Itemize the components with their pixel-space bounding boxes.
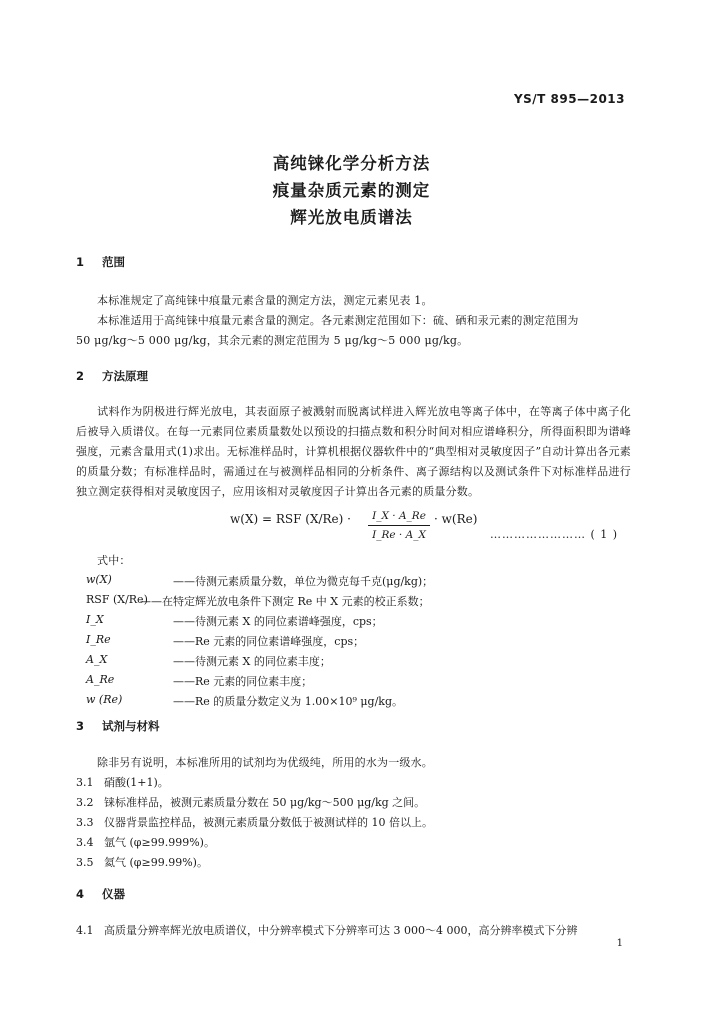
item-number: 3.3: [76, 816, 94, 829]
fraction-bar: [368, 525, 430, 526]
item-number: 3.5: [76, 856, 94, 869]
principle-text: 试料作为阴极进行辉光放电，其表面原子被溅射而脱离试样进入辉光放电等离子体中，在等离子体中离子化后被导入质谱仪。在每一元素同位素质量数处以预设的扫描点数和积分时间对相应谱峰积分，所得面积即为谱峰强度，元素含量用式(1)求出。无标准样品时，计算机根据仪器软件中的“典型相对灵敏度因子”自动计算出各元素的质量分数；有标准样品时，需通过在与被测样品相同的分析条件、离子源结构以及测试条件下对标准样品进行独立测定获得相对灵敏度因子，应用该相对灵敏度因子计算出各元素的质量分数。: [76, 405, 631, 498]
def-symbol-ax: A_X: [86, 653, 108, 666]
section-title: 仪器: [102, 887, 125, 901]
formula-denominator: I_Re · A_X: [372, 529, 426, 541]
list-item: [76, 814, 433, 830]
item-number: 3.1: [76, 776, 94, 789]
list-item: [76, 794, 425, 810]
def-symbol-rsf: RSF (X/Re): [86, 593, 148, 606]
def-symbol-wx: w(X): [86, 573, 112, 586]
list-item: [76, 834, 215, 850]
document-title-line-2: 痕量杂质元素的测定: [272, 181, 431, 200]
def-symbol-ire: I_Re: [86, 633, 111, 646]
def-desc-ax: ——待测元素 X 的同位素丰度；: [173, 655, 331, 668]
list-item: [76, 922, 577, 938]
formula-numerator: I_X · A_Re: [372, 510, 426, 522]
section-2-heading: [76, 368, 148, 384]
formula-lhs: w(X) = RSF (X/Re) ·: [230, 512, 351, 526]
def-desc-ire: ——Re 元素的同位素谱峰强度，cps；: [173, 635, 365, 648]
page-number: 1: [616, 938, 623, 949]
list-item: [76, 774, 169, 790]
item-number: 3.4: [76, 836, 94, 849]
standard-number: YS/T 895—2013: [513, 92, 625, 106]
item-text: 铼标准样品，被测元素质量分数在 50 μg/kg～500 μg/kg 之间。: [104, 796, 426, 809]
def-symbol-ix: I_X: [86, 613, 104, 626]
item-number: 4.1: [76, 924, 94, 937]
scope-paragraph-2-cont: 50 μg/kg～5 000 μg/kg，其余元素的测定范围为 5 μg/kg～5 000 μg/kg。: [76, 334, 469, 347]
def-symbol-are: A_Re: [86, 673, 115, 686]
document-title-line-1: 高纯铼化学分析方法: [272, 154, 431, 173]
formula-number: …………………… ( 1 ): [490, 528, 619, 541]
def-desc-are: ——Re 元素的同位素丰度；: [173, 675, 313, 688]
item-text: 氦气 (φ≥99.99%)。: [104, 856, 208, 869]
item-text: 硝酸(1+1)。: [104, 776, 169, 789]
item-text: 氩气 (φ≥99.999%)。: [104, 836, 215, 849]
def-desc-rsf: ——在特定辉光放电条件下测定 Re 中 X 元素的校正系数；: [140, 595, 430, 608]
section-title: 范围: [102, 255, 125, 269]
item-number: 3.2: [76, 796, 94, 809]
def-symbol-wre: w (Re): [86, 693, 123, 706]
scope-paragraph-1: 本标准规定了高纯铼中痕量元素含量的测定方法，测定元素见表 1。: [97, 294, 433, 307]
item-text: 仪器背景监控样品，被测元素质量分数低于被测试样的 10 倍以上。: [104, 816, 433, 829]
def-desc-wre: ——Re 的质量分数定义为 1.00×10⁹ μg/kg。: [173, 695, 404, 708]
list-item: [76, 854, 208, 870]
where-label: 式中：: [97, 554, 131, 567]
section-4-heading: [76, 886, 125, 902]
section-1-heading: [76, 254, 125, 270]
section-number: 3: [76, 719, 85, 733]
scope-paragraph-2: 本标准适用于高纯铼中痕量元素含量的测定。各元素测定范围如下：硫、硒和汞元素的测定范围为: [97, 314, 579, 327]
section-number: 1: [76, 255, 85, 269]
reagents-intro: 除非另有说明，本标准所用的试剂均为优级纯，所用的水为一级水。: [97, 756, 433, 769]
item-text: 高质量分辨率辉光放电质谱仪，中分辨率模式下分辨率可达 3 000～4 000，高分辨率模式下分辨: [104, 924, 578, 937]
def-desc-wx: ——待测元素质量分数，单位为微克每千克(μg/kg)；: [173, 575, 434, 588]
section-number: 4: [76, 887, 85, 901]
def-desc-ix: ——待测元素 X 的同位素谱峰强度，cps；: [173, 615, 383, 628]
document-title-line-3: 辉光放电质谱法: [290, 208, 413, 227]
formula-rhs: · w(Re): [434, 512, 478, 526]
section-3-heading: [76, 718, 160, 734]
formula-1: [230, 510, 478, 541]
section-title: 试剂与材料: [102, 719, 160, 733]
section-number: 2: [76, 369, 85, 383]
section-title: 方法原理: [102, 369, 148, 383]
formula-fraction: [368, 510, 430, 541]
principle-paragraph: [76, 402, 631, 502]
